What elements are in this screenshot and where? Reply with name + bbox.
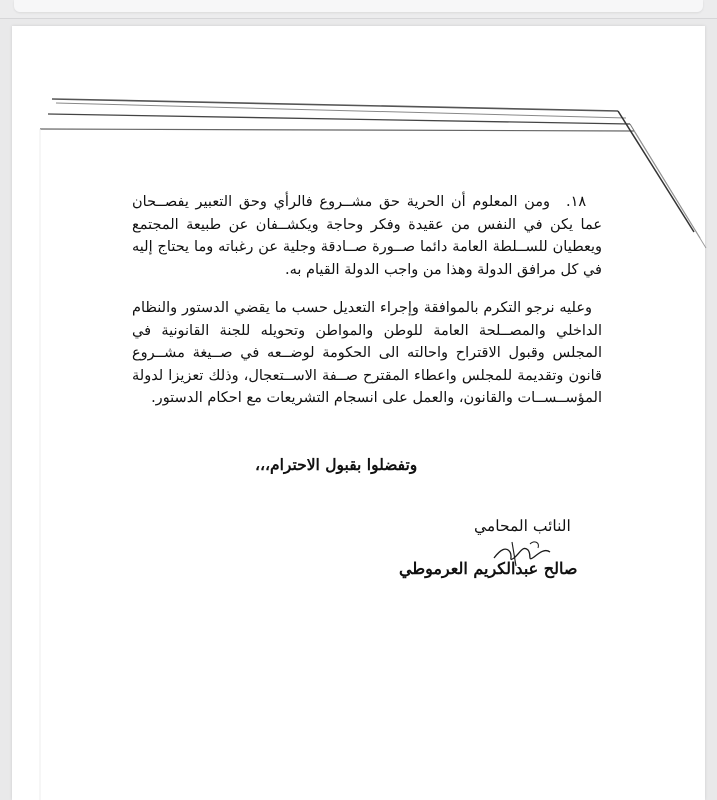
body-paragraph-1: ومن المعلوم أن الحرية حق مشــروع فالرأي وحق التعبير يفصــحان عما يكن في النفس من عقيدة وفكر وحاجة ويكشــفان عن طبيعة المجتمع ويعطيان للســلطة العامة دائما صــورة صــادقة وجلية عن رغباته وما يحتاج إليه في كل مرافق الدولة وهذا من واجب الدولة القيام به. — [132, 194, 602, 278]
document-page — [12, 26, 705, 800]
signer-name: صالح عبدالكريم العرموطي — [399, 559, 578, 578]
paragraph-number: ١٨. — [566, 194, 587, 210]
signer-title: النائب المحامي — [474, 517, 571, 535]
top-strip-inner — [14, 0, 703, 12]
top-strip — [0, 0, 717, 19]
body-paragraph-2: وعليه نرجو التكرم بالموافقة وإجراء التعديل حسب ما يقضي الدستور والنظام الداخلي والمصــلحة العامة للوطن والمواطن وتحويله للجنة القانونية في المجلس وقبول الاقتراح واحالته الى الحكومة لوضــعه في صــيغة مشــروع قانون وتقديمة للمجلس واعطاء المقترح صــفة الاســتعجال، وذلك تعزيزا لدولة المؤســســات والقانون، والعمل على انسجام التشريعات مع احكام الدستور. — [132, 300, 602, 406]
closing-salutation: وتفضلوا بقبول الاحترام،،، — [255, 455, 418, 474]
